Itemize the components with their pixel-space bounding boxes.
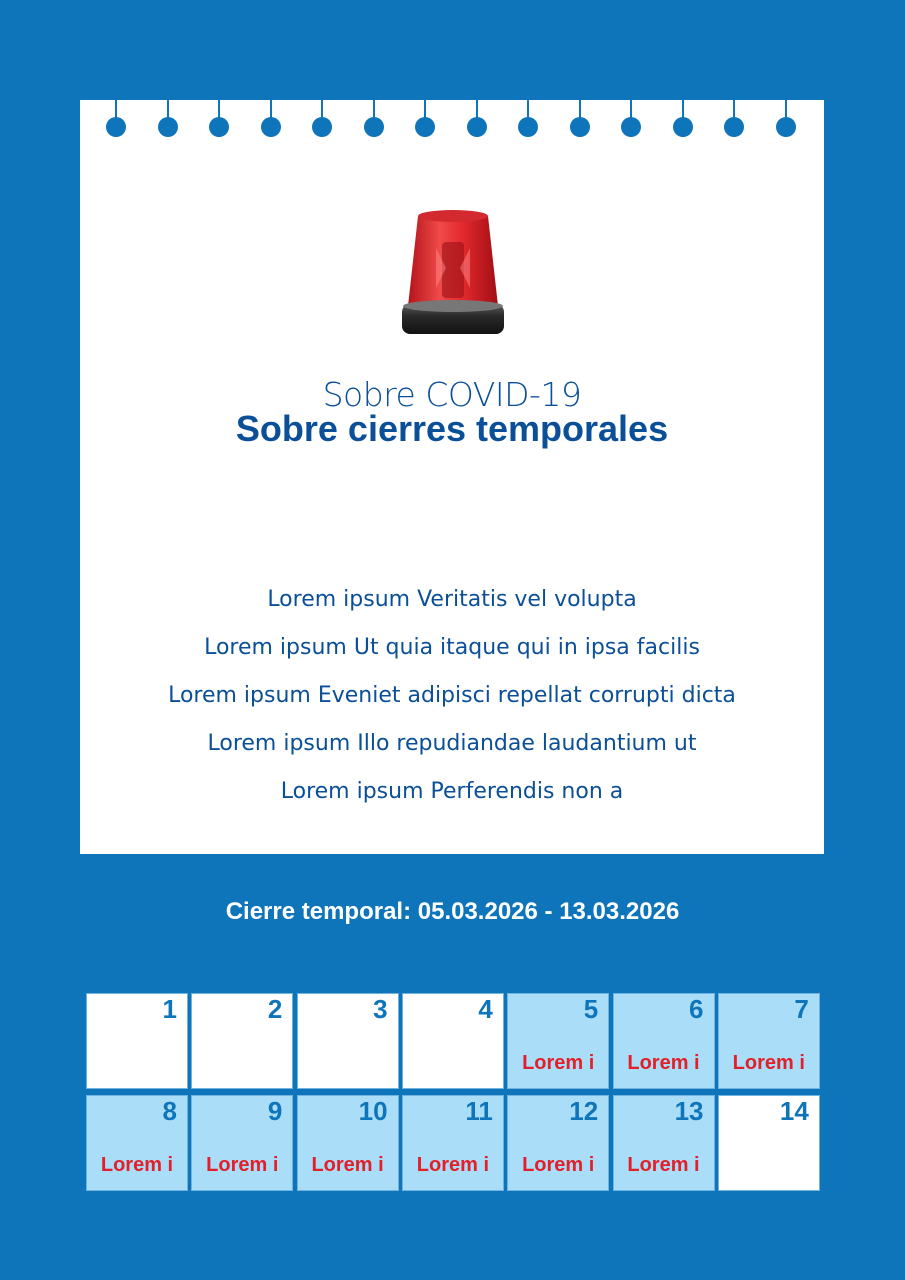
closure-dates: Cierre temporal: 05.03.2026 - 13.03.2026	[225, 898, 680, 925]
day-number: 2	[267, 994, 283, 1024]
day-number: 12	[569, 1096, 599, 1126]
body-line: Lorem ipsum Ut quia itaque qui in ipsa facilis	[204, 635, 700, 660]
emergency-siren-icon	[398, 208, 508, 340]
day-number: 10	[358, 1096, 388, 1126]
calendar-day-9	[191, 1095, 293, 1191]
body-text	[80, 584, 824, 824]
binding-ring	[621, 100, 641, 138]
calendar-day-10	[297, 1095, 399, 1191]
calendar-day-1	[86, 993, 188, 1089]
closure-label: Lorem i	[522, 1154, 595, 1176]
day-number: 8	[162, 1096, 177, 1126]
binding-ring	[724, 100, 744, 138]
closure-label: Lorem i	[206, 1154, 279, 1176]
closure-label: Lorem i	[627, 1154, 700, 1176]
notepad-sheet	[80, 100, 824, 854]
binding-ring	[261, 100, 281, 138]
closure-label: Lorem i	[522, 1052, 595, 1074]
closure-label: Lorem i	[416, 1154, 490, 1176]
binding-ring	[467, 100, 487, 138]
binding-ring	[364, 100, 384, 138]
calendar-day-13	[613, 1095, 715, 1191]
day-number: 5	[583, 994, 599, 1024]
calendar-day-2	[191, 993, 293, 1089]
title-temporary-closures: Sobre cierres temporales	[235, 408, 669, 449]
binding-ring	[312, 100, 332, 138]
day-number: 11	[465, 1096, 493, 1126]
day-number: 14	[779, 1096, 809, 1126]
day-number: 13	[674, 1096, 704, 1126]
day-number: 4	[478, 994, 493, 1024]
closure-label: Lorem i	[732, 1052, 805, 1074]
closure-label: Lorem i	[311, 1154, 384, 1176]
day-number: 1	[162, 994, 177, 1024]
body-line: Lorem ipsum Eveniet adipisci repellat corrupti dicta	[168, 683, 736, 708]
binding-ring	[518, 100, 538, 138]
binding-ring	[776, 100, 796, 138]
calendar-day-8	[86, 1095, 188, 1191]
body-line: Lorem ipsum Veritatis vel volupta	[267, 587, 637, 612]
day-number: 7	[794, 994, 809, 1024]
title-covid: Sobre COVID-19	[322, 375, 582, 414]
binding-ring	[209, 100, 229, 138]
day-number: 9	[267, 1096, 283, 1126]
binding-ring	[673, 100, 693, 138]
body-line: Lorem ipsum Perferendis non a	[280, 779, 624, 804]
closure-label: Lorem i	[100, 1154, 174, 1176]
day-number: 3	[373, 994, 388, 1024]
binding-ring	[106, 100, 126, 138]
calendar-day-7	[718, 993, 820, 1089]
calendar-day-14	[718, 1095, 820, 1191]
calendar-day-5	[507, 993, 609, 1089]
binding-ring	[570, 100, 590, 138]
body-line: Lorem ipsum Illo repudiandae laudantium ut	[207, 731, 697, 756]
closure-label: Lorem i	[627, 1052, 700, 1074]
binding-ring	[415, 100, 435, 138]
calendar-day-6	[613, 993, 715, 1089]
calendar-day-3	[297, 993, 399, 1089]
calendar-grid	[86, 993, 822, 1193]
calendar-day-12	[507, 1095, 609, 1191]
calendar-day-4	[402, 993, 504, 1089]
calendar-day-11	[402, 1095, 504, 1191]
binding-ring	[158, 100, 178, 138]
spiral-binding	[80, 100, 824, 140]
day-number: 6	[689, 994, 704, 1024]
